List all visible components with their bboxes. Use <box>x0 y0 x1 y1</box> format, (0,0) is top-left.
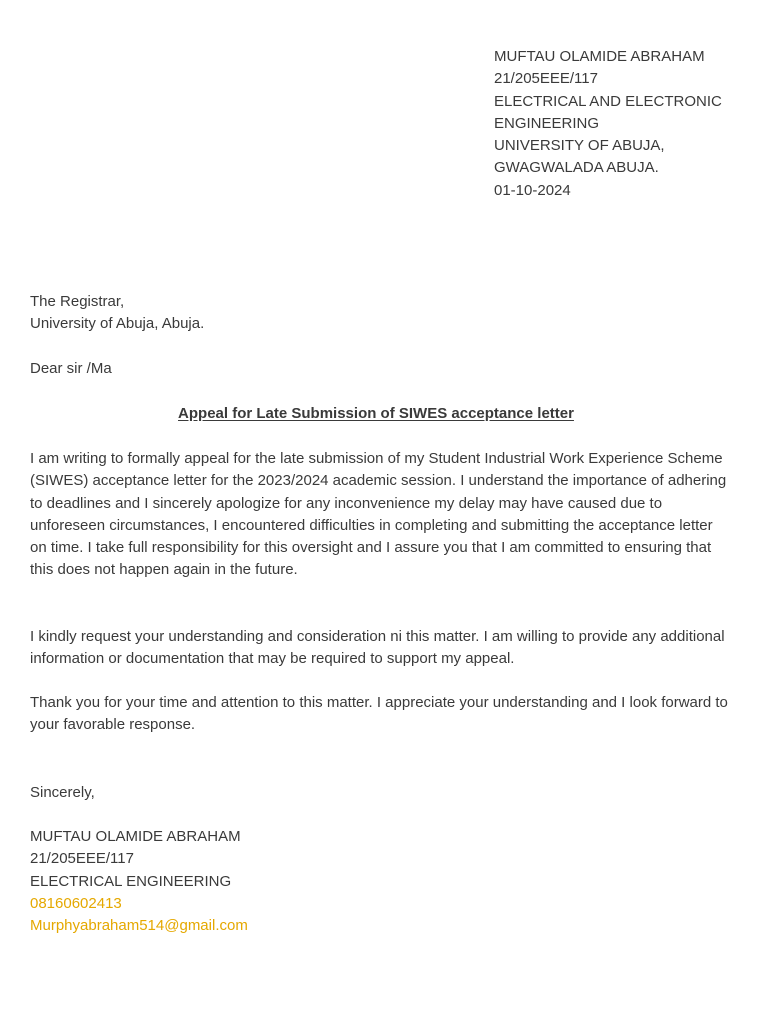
body-paragraph-1: I am writing to formally appeal for the late submission of my Student Industrial Work Experience Scheme (SIWES) acceptance letter for the 2023/2024 academic session. I understand the importance of adhering to deadlines and I sincerely apologize for any inconvenience my delay may have caused due to unforeseen circumstances, I encountered difficulties in completing and submitting the acceptance letter on time. I take full responsibility for this oversight and I assure you that I am committed to ensuring that this does not happen again in the future. <box>30 450 727 579</box>
sender-address-block <box>494 46 754 202</box>
body-paragraph-2: I kindly request your understanding and consideration ni this matter. I am willing to provide any additional information or documentation that may be required to support my appeal. <box>30 628 725 668</box>
email-link[interactable]: Murphyabraham514@gmail.com <box>30 917 248 935</box>
recipient-institution: University of Abuja, Abuja. <box>30 315 205 333</box>
closing: Sincerely, <box>30 784 95 801</box>
signature-matric-number: 21/205EEE/117 <box>30 850 134 868</box>
sender-name: MUFTAU OLAMIDE ABRAHAM <box>494 48 705 65</box>
signature-block <box>30 826 248 937</box>
sender-university: UNIVERSITY OF ABUJA, <box>494 137 665 155</box>
recipient-address-block <box>30 291 204 336</box>
body-paragraph-3: Thank you for your time and attention to this matter. I appreciate your understanding and I look forward to your favorable response. <box>30 694 728 734</box>
salutation: Dear sir /Ma <box>30 360 112 377</box>
sender-matric-number: 21/205EEE/117 <box>494 70 598 88</box>
letter-subject: Appeal for Late Submission of SIWES acceptance letter <box>178 405 574 422</box>
phone-number-link[interactable]: 08160602413 <box>30 894 122 912</box>
signature-name: MUFTAU OLAMIDE ABRAHAM <box>30 828 241 845</box>
sender-address: GWAGWALADA ABUJA. <box>494 159 659 177</box>
signature-department: ELECTRICAL ENGINEERING <box>30 872 232 890</box>
sender-department-line1: ELECTRICAL AND ELECTRONIC <box>494 92 722 110</box>
letter-date: 01-10-2024 <box>494 181 571 199</box>
sender-department-line2: ENGINEERING <box>494 114 600 132</box>
recipient-title: The Registrar, <box>30 293 125 310</box>
